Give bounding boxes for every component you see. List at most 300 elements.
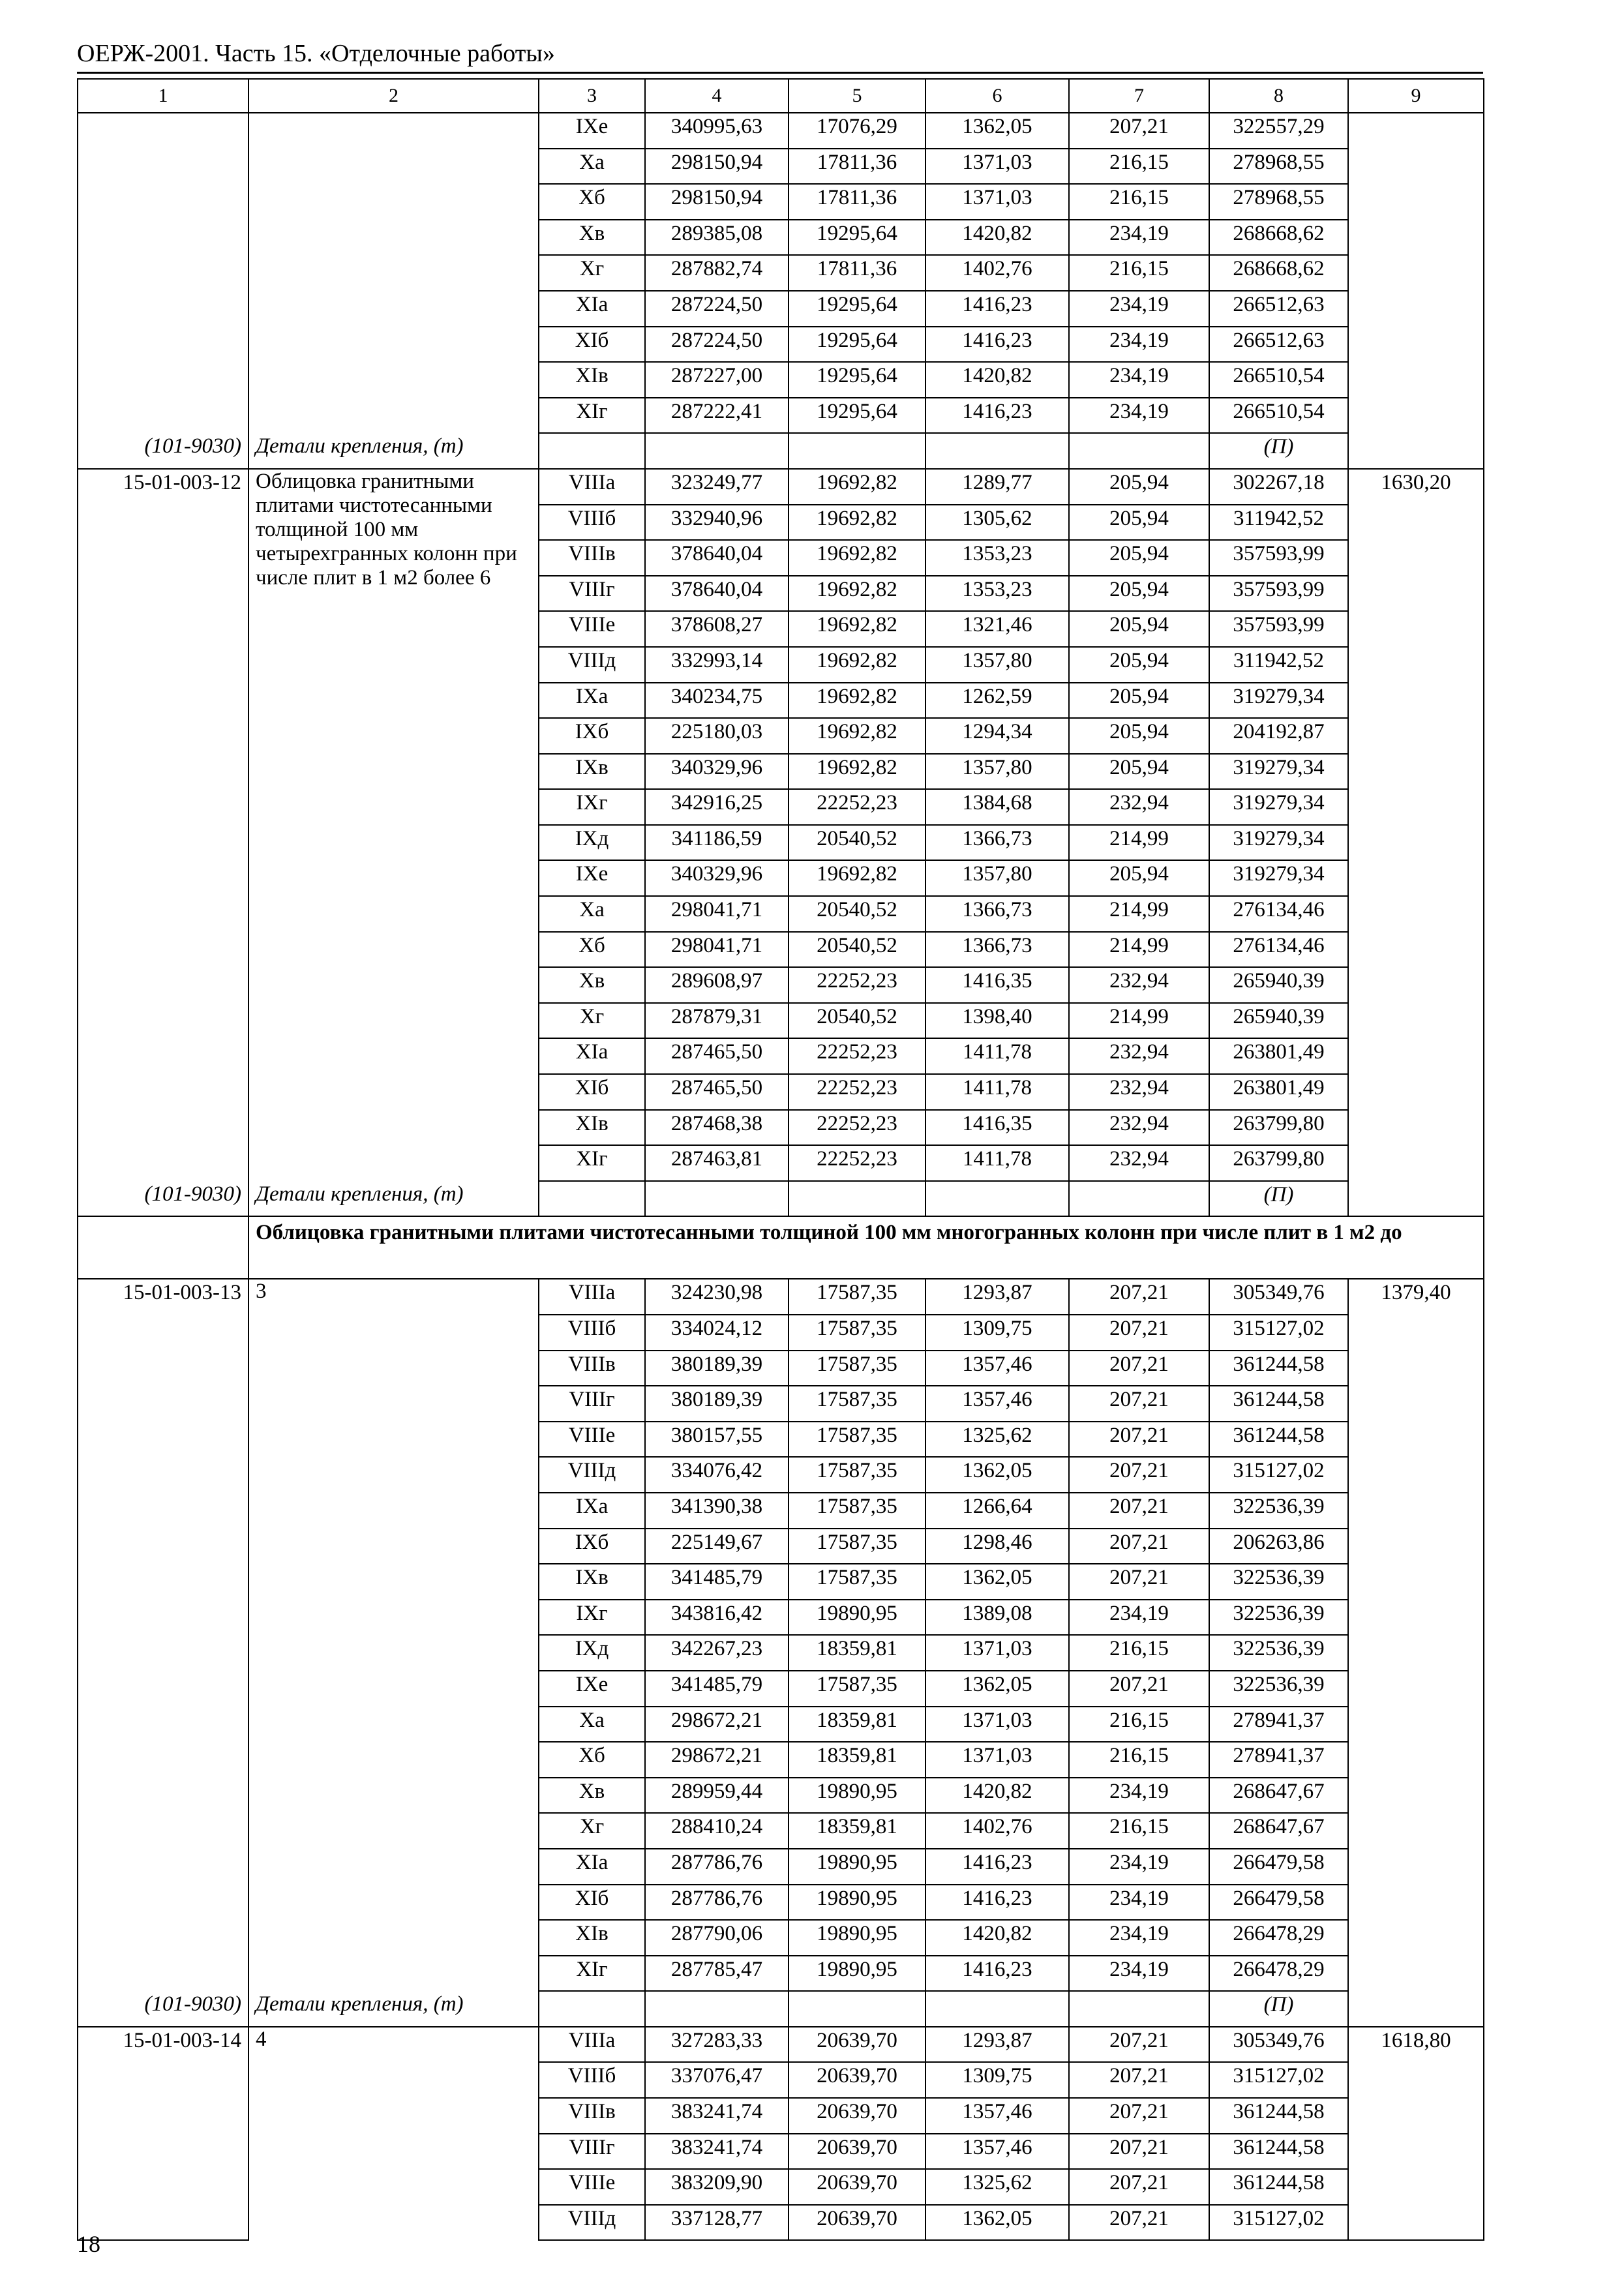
rate-code [78, 398, 248, 434]
empty-cell [925, 1181, 1069, 1217]
materials: 266510,54 [1209, 362, 1348, 398]
table-row [78, 2027, 1484, 2063]
zone: VIIIe [539, 2169, 645, 2205]
rate-code [78, 1956, 248, 1992]
empty-cell [1348, 433, 1484, 469]
zone: Xв [539, 220, 645, 256]
zone: XIб [539, 327, 645, 363]
wages: 19692,82 [789, 647, 925, 683]
table-row [78, 362, 1484, 398]
rate-code [78, 1564, 248, 1600]
machine-cost: 1420,82 [925, 1920, 1069, 1956]
wages: 19890,95 [789, 1956, 925, 1992]
rate-code [78, 1422, 248, 1458]
total-cost: 332993,14 [645, 647, 789, 683]
rate-description [248, 184, 539, 220]
materials: 357593,99 [1209, 611, 1348, 647]
zone: XIг [539, 398, 645, 434]
rate-code [78, 2098, 248, 2134]
labor-cost [1348, 896, 1484, 932]
materials: 319279,34 [1209, 754, 1348, 790]
rate-description: Облицовка гранитными плитами чистотесанными толщиной 100 мм четырехгранных колонн при числе плит в 1 м2 более 6 [248, 469, 539, 1181]
materials: 268668,62 [1209, 220, 1348, 256]
labor-cost [1348, 184, 1484, 220]
materials: 263801,49 [1209, 1038, 1348, 1074]
wages: 19692,82 [789, 718, 925, 754]
machine-cost: 1293,87 [925, 2027, 1069, 2063]
machinist-wages: 205,94 [1069, 860, 1209, 896]
wages: 22252,23 [789, 1074, 925, 1110]
total-cost: 340234,75 [645, 683, 789, 719]
rate-code [78, 1742, 248, 1778]
total-cost: 378640,04 [645, 576, 789, 612]
materials: 311942,52 [1209, 647, 1348, 683]
machinist-wages: 205,94 [1069, 754, 1209, 790]
wages: 19890,95 [789, 1600, 925, 1636]
detail-text: Детали крепления, (т) [248, 433, 539, 469]
total-cost: 342267,23 [645, 1635, 789, 1671]
rate-code [78, 2134, 248, 2170]
labor-cost [1348, 1422, 1484, 1458]
machinist-wages: 207,21 [1069, 1671, 1209, 1707]
empty-cell [925, 1991, 1069, 2027]
labor-cost [1348, 1145, 1484, 1181]
labor-cost [1348, 1742, 1484, 1778]
wages: 20639,70 [789, 2098, 925, 2134]
machine-cost: 1371,03 [925, 184, 1069, 220]
machinist-wages: 214,99 [1069, 896, 1209, 932]
zone: VIIIe [539, 1422, 645, 1458]
rate-description [248, 327, 539, 363]
machinist-wages: 205,94 [1069, 611, 1209, 647]
labor-cost [1348, 754, 1484, 790]
rate-code [78, 1529, 248, 1564]
zone: IXд [539, 1635, 645, 1671]
wages: 19692,82 [789, 683, 925, 719]
machinist-wages: 207,21 [1069, 1279, 1209, 1315]
machine-cost: 1298,46 [925, 1529, 1069, 1564]
empty-cell [925, 433, 1069, 469]
materials: 319279,34 [1209, 860, 1348, 896]
machinist-wages: 214,99 [1069, 825, 1209, 861]
total-cost: 287879,31 [645, 1003, 789, 1039]
total-cost: 298150,94 [645, 184, 789, 220]
zone: VIIIд [539, 647, 645, 683]
wages: 17587,35 [789, 1457, 925, 1493]
table-row [78, 255, 1484, 291]
total-cost: 287463,81 [645, 1145, 789, 1181]
machine-cost: 1357,80 [925, 647, 1069, 683]
wages: 20540,52 [789, 932, 925, 968]
wages: 17811,36 [789, 255, 925, 291]
labor-cost [1348, 1110, 1484, 1146]
machine-cost: 1305,62 [925, 505, 1069, 541]
labor-cost [1348, 1564, 1484, 1600]
materials: 361244,58 [1209, 1386, 1348, 1422]
materials: 266479,58 [1209, 1849, 1348, 1885]
zone: IXг [539, 789, 645, 825]
total-cost: 383241,74 [645, 2098, 789, 2134]
machinist-wages: 207,21 [1069, 1422, 1209, 1458]
empty-cell [789, 1181, 925, 1217]
zone: Xг [539, 1003, 645, 1039]
rate-description [248, 113, 539, 149]
wages: 20639,70 [789, 2027, 925, 2063]
labor-cost [1348, 576, 1484, 612]
rate-code [78, 718, 248, 754]
zone: IXб [539, 1529, 645, 1564]
rate-code: 15-01-003-13 [78, 1279, 248, 1315]
machinist-wages: 205,94 [1069, 576, 1209, 612]
wages: 17587,35 [789, 1422, 925, 1458]
machine-cost: 1366,73 [925, 932, 1069, 968]
materials: 263799,80 [1209, 1110, 1348, 1146]
col-num: 8 [1209, 79, 1348, 113]
materials: 266479,58 [1209, 1885, 1348, 1921]
empty-cell [1348, 1181, 1484, 1217]
table-row [78, 220, 1484, 256]
machinist-wages: 216,15 [1069, 1635, 1209, 1671]
total-cost: 298041,71 [645, 896, 789, 932]
machine-cost: 1362,05 [925, 1671, 1069, 1707]
materials: 315127,02 [1209, 2205, 1348, 2241]
zone: Xa [539, 896, 645, 932]
total-cost: 289385,08 [645, 220, 789, 256]
wages: 20540,52 [789, 825, 925, 861]
rate-code [78, 255, 248, 291]
rate-code [78, 149, 248, 185]
machine-cost: 1353,23 [925, 576, 1069, 612]
wages: 19890,95 [789, 1778, 925, 1814]
machine-cost: 1266,64 [925, 1493, 1069, 1529]
rate-code [78, 1110, 248, 1146]
total-cost: 383241,74 [645, 2134, 789, 2170]
machinist-wages: 207,21 [1069, 113, 1209, 149]
machinist-wages: 207,21 [1069, 2062, 1209, 2098]
wages: 19692,82 [789, 576, 925, 612]
zone: XIг [539, 1145, 645, 1181]
labor-cost [1348, 540, 1484, 576]
zone: Xa [539, 149, 645, 185]
machinist-wages: 234,19 [1069, 1885, 1209, 1921]
zone: Xб [539, 1742, 645, 1778]
labor-cost [1348, 1315, 1484, 1351]
machine-cost: 1371,03 [925, 1707, 1069, 1743]
wages: 17587,35 [789, 1315, 925, 1351]
empty-cell [539, 433, 645, 469]
total-cost: 287786,76 [645, 1885, 789, 1921]
zone: XIв [539, 1920, 645, 1956]
wages: 20639,70 [789, 2134, 925, 2170]
detail-mark: (П) [1209, 1181, 1348, 1217]
total-cost: 287786,76 [645, 1849, 789, 1885]
labor-cost [1348, 1493, 1484, 1529]
materials: 265940,39 [1209, 967, 1348, 1003]
materials: 266510,54 [1209, 398, 1348, 434]
zone: VIIIг [539, 1386, 645, 1422]
wages: 19692,82 [789, 860, 925, 896]
machine-cost: 1416,23 [925, 291, 1069, 327]
machine-cost: 1371,03 [925, 1742, 1069, 1778]
machine-cost: 1362,05 [925, 1564, 1069, 1600]
labor-cost [1348, 860, 1484, 896]
total-cost: 341390,38 [645, 1493, 789, 1529]
machinist-wages: 214,99 [1069, 932, 1209, 968]
wages: 19295,64 [789, 327, 925, 363]
table-body [78, 79, 1484, 2240]
machine-cost: 1357,46 [925, 2098, 1069, 2134]
rate-code [78, 932, 248, 968]
rate-description: 3 [248, 1279, 539, 1991]
machinist-wages: 207,21 [1069, 2205, 1209, 2241]
wages: 22252,23 [789, 967, 925, 1003]
rate-code [78, 1849, 248, 1885]
rate-code [78, 576, 248, 612]
machine-cost: 1357,80 [925, 754, 1069, 790]
section-heading: Облицовка гранитными плитами чистотесанными толщиной 100 мм многогранных колонн при числе плит в 1 м2 до [248, 1216, 1484, 1279]
zone: VIIIб [539, 2062, 645, 2098]
wages: 22252,23 [789, 1038, 925, 1074]
wages: 17587,35 [789, 1671, 925, 1707]
rate-code [78, 825, 248, 861]
labor-cost [1348, 1074, 1484, 1110]
materials: 361244,58 [1209, 2098, 1348, 2134]
machinist-wages: 205,94 [1069, 683, 1209, 719]
total-cost: 287468,38 [645, 1110, 789, 1146]
machine-cost: 1366,73 [925, 825, 1069, 861]
wages: 20639,70 [789, 2062, 925, 2098]
zone: IXг [539, 1600, 645, 1636]
wages: 19692,82 [789, 611, 925, 647]
materials: 268647,67 [1209, 1813, 1348, 1849]
machinist-wages: 207,21 [1069, 2027, 1209, 2063]
materials: 276134,46 [1209, 932, 1348, 968]
empty-cell [1069, 1991, 1209, 2027]
detail-mark: (П) [1209, 1991, 1348, 2027]
zone: XIa [539, 1038, 645, 1074]
rate-code [78, 1707, 248, 1743]
empty-cell [1069, 1181, 1209, 1217]
machinist-wages: 234,19 [1069, 1778, 1209, 1814]
zone: XIб [539, 1074, 645, 1110]
materials: 357593,99 [1209, 540, 1348, 576]
wages: 19692,82 [789, 469, 925, 505]
col-num: 7 [1069, 79, 1209, 113]
empty-cell [789, 1991, 925, 2027]
materials: 206263,86 [1209, 1529, 1348, 1564]
materials: 319279,34 [1209, 825, 1348, 861]
materials: 361244,58 [1209, 2169, 1348, 2205]
total-cost: 342916,25 [645, 789, 789, 825]
machine-cost: 1366,73 [925, 896, 1069, 932]
total-cost: 287224,50 [645, 327, 789, 363]
materials: 305349,76 [1209, 2027, 1348, 2063]
rate-code [78, 362, 248, 398]
wages: 18359,81 [789, 1813, 925, 1849]
labor-cost [1348, 1351, 1484, 1386]
wages: 19295,64 [789, 362, 925, 398]
machinist-wages: 234,19 [1069, 1956, 1209, 1992]
wages: 19692,82 [789, 505, 925, 541]
zone: Xг [539, 255, 645, 291]
rate-code [78, 1778, 248, 1814]
machinist-wages: 232,94 [1069, 1145, 1209, 1181]
materials: 278941,37 [1209, 1707, 1348, 1743]
table-row [78, 469, 1484, 505]
machinist-wages: 207,21 [1069, 1457, 1209, 1493]
table-row [78, 327, 1484, 363]
materials: 315127,02 [1209, 1315, 1348, 1351]
materials: 322557,29 [1209, 113, 1348, 149]
wages: 18359,81 [789, 1707, 925, 1743]
detail-code: (101-9030) [78, 1991, 248, 2027]
labor-cost [1348, 149, 1484, 185]
machine-cost: 1293,87 [925, 1279, 1069, 1315]
wages: 22252,23 [789, 789, 925, 825]
rate-code [78, 2169, 248, 2205]
rate-code [78, 2062, 248, 2098]
machine-cost: 1402,76 [925, 1813, 1069, 1849]
total-cost: 298041,71 [645, 932, 789, 968]
zone: XIг [539, 1956, 645, 1992]
total-cost: 287465,50 [645, 1074, 789, 1110]
zone: XIa [539, 291, 645, 327]
table-row [78, 113, 1484, 149]
labor-cost [1348, 1600, 1484, 1636]
labor-cost [1348, 2062, 1484, 2098]
zone: IXe [539, 113, 645, 149]
rate-code [78, 327, 248, 363]
machine-cost: 1362,05 [925, 113, 1069, 149]
machine-cost: 1416,23 [925, 398, 1069, 434]
machinist-wages: 232,94 [1069, 1038, 1209, 1074]
machine-cost: 1353,23 [925, 540, 1069, 576]
wages: 19890,95 [789, 1885, 925, 1921]
wages: 22252,23 [789, 1145, 925, 1181]
labor-cost [1348, 113, 1484, 149]
wages: 20639,70 [789, 2205, 925, 2241]
labor-cost [1348, 1038, 1484, 1074]
zone: VIIIe [539, 611, 645, 647]
wages: 17587,35 [789, 1493, 925, 1529]
rate-code [78, 1671, 248, 1707]
machinist-wages: 234,19 [1069, 1849, 1209, 1885]
col-num: 4 [645, 79, 789, 113]
machine-cost: 1416,35 [925, 1110, 1069, 1146]
machinist-wages: 216,15 [1069, 1813, 1209, 1849]
total-cost: 343816,42 [645, 1600, 789, 1636]
zone: IXe [539, 860, 645, 896]
machinist-wages: 205,94 [1069, 469, 1209, 505]
empty-cell [78, 1216, 248, 1279]
rate-code [78, 113, 248, 149]
detail-row [78, 433, 1484, 469]
total-cost: 287882,74 [645, 255, 789, 291]
detail-mark: (П) [1209, 433, 1348, 469]
total-cost: 340995,63 [645, 113, 789, 149]
machine-cost: 1357,46 [925, 1351, 1069, 1386]
machine-cost: 1289,77 [925, 469, 1069, 505]
rate-code [78, 2205, 248, 2241]
detail-text: Детали крепления, (т) [248, 1181, 539, 1217]
machinist-wages: 207,21 [1069, 2098, 1209, 2134]
total-cost: 225180,03 [645, 718, 789, 754]
zone: VIIIa [539, 2027, 645, 2063]
machine-cost: 1384,68 [925, 789, 1069, 825]
wages: 18359,81 [789, 1635, 925, 1671]
rate-code: 15-01-003-12 [78, 469, 248, 505]
machinist-wages: 234,19 [1069, 220, 1209, 256]
labor-cost [1348, 967, 1484, 1003]
machine-cost: 1416,23 [925, 1849, 1069, 1885]
total-cost: 380189,39 [645, 1386, 789, 1422]
materials: 268668,62 [1209, 255, 1348, 291]
labor-cost [1348, 291, 1484, 327]
total-cost: 380157,55 [645, 1422, 789, 1458]
rate-code [78, 1813, 248, 1849]
zone: VIIIa [539, 1279, 645, 1315]
rate-code [78, 789, 248, 825]
rate-code: 15-01-003-14 [78, 2027, 248, 2063]
zone: VIIIб [539, 1315, 645, 1351]
wages: 20639,70 [789, 2169, 925, 2205]
col-num: 2 [248, 79, 539, 113]
total-cost: 298150,94 [645, 149, 789, 185]
rate-description [248, 291, 539, 327]
labor-cost [1348, 220, 1484, 256]
total-cost: 341485,79 [645, 1564, 789, 1600]
detail-code: (101-9030) [78, 433, 248, 469]
rate-description [248, 398, 539, 434]
machinist-wages: 216,15 [1069, 149, 1209, 185]
rate-code [78, 860, 248, 896]
col-num: 1 [78, 79, 248, 113]
labor-cost [1348, 398, 1484, 434]
wages: 19890,95 [789, 1849, 925, 1885]
machinist-wages: 207,21 [1069, 1529, 1209, 1564]
rate-code [78, 540, 248, 576]
materials: 266512,63 [1209, 327, 1348, 363]
zone: VIIIв [539, 2098, 645, 2134]
labor-cost [1348, 1813, 1484, 1849]
total-cost: 287465,50 [645, 1038, 789, 1074]
machinist-wages: 207,21 [1069, 1351, 1209, 1386]
machinist-wages: 205,94 [1069, 718, 1209, 754]
rate-code [78, 505, 248, 541]
labor-cost [1348, 647, 1484, 683]
empty-cell [645, 1991, 789, 2027]
rate-code [78, 1074, 248, 1110]
rate-code [78, 1600, 248, 1636]
labor-cost: 1630,20 [1348, 469, 1484, 505]
rate-description [248, 255, 539, 291]
table-row [78, 149, 1484, 185]
total-cost: 298672,21 [645, 1742, 789, 1778]
rate-description [248, 149, 539, 185]
section-heading-row [78, 1216, 1484, 1279]
total-cost: 380189,39 [645, 1351, 789, 1386]
machine-cost: 1309,75 [925, 2062, 1069, 2098]
total-cost: 340329,96 [645, 754, 789, 790]
wages: 19890,95 [789, 1920, 925, 1956]
total-cost: 287785,47 [645, 1956, 789, 1992]
materials: 266512,63 [1209, 291, 1348, 327]
materials: 322536,39 [1209, 1600, 1348, 1636]
rate-description [248, 362, 539, 398]
total-cost: 324230,98 [645, 1279, 789, 1315]
machine-cost: 1398,40 [925, 1003, 1069, 1039]
zone: VIIIг [539, 2134, 645, 2170]
